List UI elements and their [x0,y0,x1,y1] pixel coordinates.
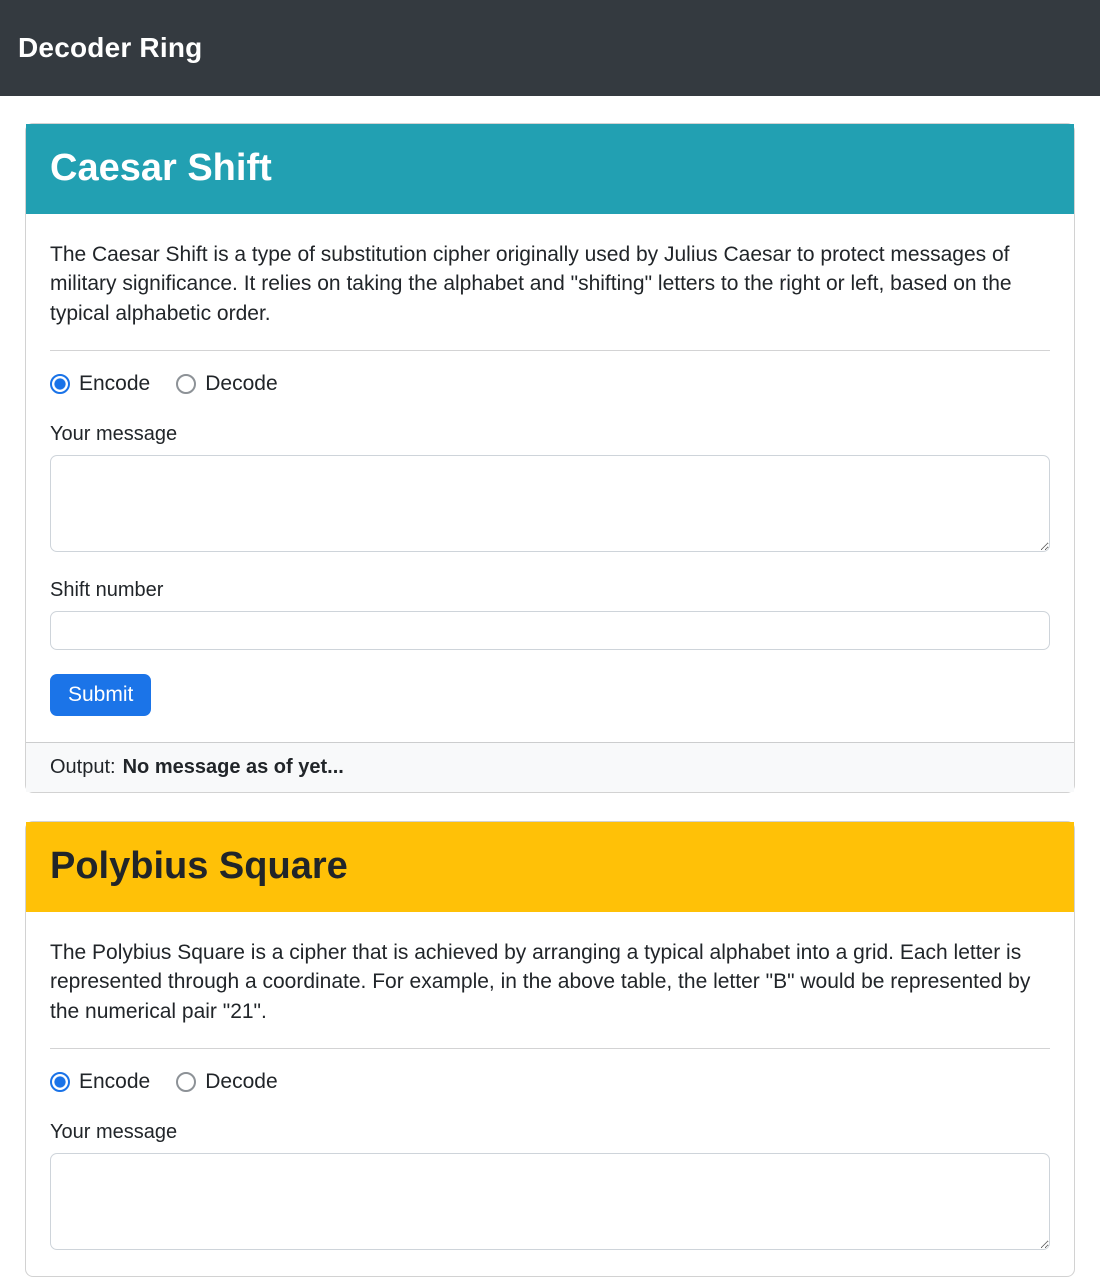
caesar-encode-label: Encode [79,372,151,396]
caesar-shift-input[interactable] [50,611,1050,650]
caesar-card-footer [26,742,1074,792]
navbar-brand[interactable]: Decoder Ring [18,32,203,63]
caesar-card [25,123,1075,793]
polybius-description: The Polybius Square is a cipher that is achieved by arranging a typical alphabet into a grid. Each letter is represented through a coordinate. For example, in the above table, the letter "B" would be represented by the numerical pair "21". [50,940,1031,1024]
caesar-submit-button[interactable]: Submit [50,674,151,716]
polybius-card-header [26,822,1074,912]
caesar-output-value: No message as of yet... [122,756,344,779]
caesar-message-textarea[interactable] [50,455,1050,552]
polybius-encode-label: Encode [79,1070,151,1094]
caesar-output-prefix: Output: [50,756,116,779]
caesar-message-label: Your message [50,423,178,446]
caesar-encode-option[interactable] [50,372,150,396]
polybius-encode-radio[interactable] [50,1072,70,1092]
caesar-shift-label: Shift number [50,579,164,602]
polybius-decode-label: Decode [205,1070,278,1094]
divider [50,1048,1050,1049]
polybius-mode-radios [50,1070,1050,1094]
caesar-submit-row [50,650,1050,716]
caesar-mode-radios [50,372,1050,396]
polybius-card-body [26,912,1074,1276]
caesar-decode-radio[interactable] [176,374,196,394]
polybius-message-textarea[interactable] [50,1153,1050,1250]
polybius-card [25,821,1075,1277]
caesar-decode-label: Decode [205,372,278,396]
caesar-encode-radio[interactable] [50,374,70,394]
polybius-title: Polybius Square [50,845,348,888]
caesar-card-header [26,124,1074,214]
polybius-decode-radio[interactable] [176,1072,196,1092]
navbar [0,0,1100,96]
main-content [0,96,1100,1277]
divider [50,350,1050,351]
polybius-message-label: Your message [50,1121,178,1144]
polybius-encode-option[interactable] [50,1070,150,1094]
polybius-decode-option[interactable] [176,1070,277,1094]
caesar-description: The Caesar Shift is a type of substitution cipher originally used by Julius Caesar to protect messages of military significance. It relies on taking the alphabet and "shifting" letters to the right or left, based on the typical alphabetic order. [50,242,1012,326]
caesar-decode-option[interactable] [176,372,277,396]
caesar-title: Caesar Shift [50,147,272,189]
caesar-card-body [26,214,1074,742]
